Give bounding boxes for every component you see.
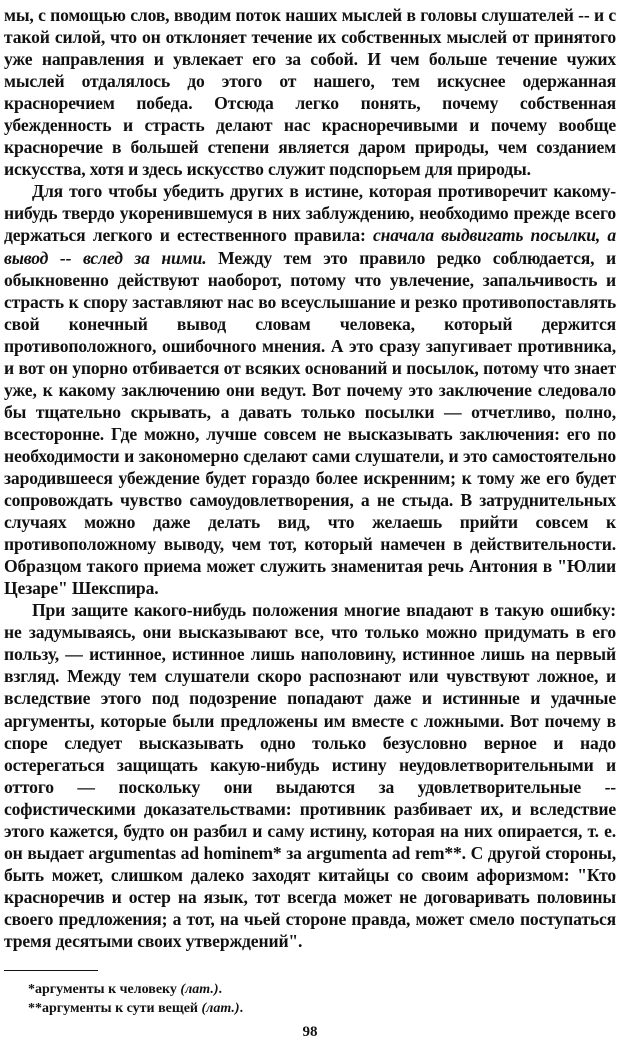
footnote xyxy=(28,980,243,999)
text-run: При защите какого-нибудь положения многие впадают в такую ошибку: не задумываясь, они высказывают все, что только можно придумать в его пользу, — истинное, истинное лишь наполовину, истинное лишь на первый взгляд. Между тем слушатели скоро распознают или чувствуют ложное, и вследствие этого под подозрение попадают даже и истинные и удачные аргументы, которые были предложены им вместе с ложными. Вот почему в споре следует высказывать одно только безусловно верное и надо остерегаться защищать какую-нибудь истину неудовлетворительными и оттого — поскольку они выдаются за удовлетворительные -- софистическими доказательствами: противник разбивает их, и вследствие этого кажется, будто он разбил и саму истину, которая на них опирается, т. е. он выдает argumentas ad hominem* за argumenta ad rem**. С другой стороны, быть может, слишком далеко заходят китайцы со своим афоризмом: "Кто красноречив и остер на язык, тот всегда может не договаривать половины своего предложения; а тот, на чьей стороне правда, может смело поступаться тремя десятыми своих утверждений". xyxy=(4,600,616,951)
body-text xyxy=(4,4,616,952)
footnote-marker: ** xyxy=(28,1001,42,1016)
paragraph xyxy=(4,180,616,599)
page-number: 98 xyxy=(302,1024,318,1040)
footnote-end: . xyxy=(218,982,222,997)
footnote xyxy=(28,999,243,1018)
footnote-text: аргументы к сути вещей xyxy=(42,1001,202,1016)
text-run: мы, с помощью слов, вводим поток наших мыслей в головы слушателей -- и с такой силой, что он отклоняет течение их собственных мыслей от принятого уже направления и увлекает его за собой. И чем больше течение чужих мыслей отдалялось до этого от нашего, тем искуснее одержанная красноречием победа. Отсюда легко понять, почему собственная убежденность и страсть делают нас красноречивыми и почему вообще красноречие в большей степени является даром природы, чем созданием искусства, хотя и здесь искусство служит подспорьем для природы. xyxy=(4,5,616,180)
text-run: Между тем это правило редко соблюдается, и обыкновенно действуют наоборот, потому что увлечение, запальчивость и страсть к спору заставляют нас во всеуслышание и резко противопоставлять свой конечный вывод словам человека, который держится противоположного, ошибочного мнения. А это сразу запугивает противника, и вот он упорно отбивается от всяких оснований и посылок, потому что знает уже, к какому заключению они ведут. Вот почему это заключение следовало бы тщательно скрывать, а давать только посылки — отчетливо, полно, всесторонне. Где можно, лучше совсем не высказывать заключения: его по необходимости и закономерно сделают сами слушатели, и это самостоятельно зародившееся убеждение будет гораздо более искренним; к тому же его будет сопровождать чувство самоудовлетворения, а не стыда. В затруднительных случаях можно даже делать вид, что желаешь прийти совсем к противоположному выводу, чем тот, который намечен в действительности. Образцом такого приема может служить знаменитая речь Антония в "Юлии Цезаре" Шекспира. xyxy=(4,247,616,599)
footnote-divider xyxy=(4,970,98,971)
footnote-language: (лат.) xyxy=(201,1001,240,1016)
paragraph xyxy=(4,599,616,952)
text-run: Для того чтобы убедить других в истине, которая противоречит какому-нибудь твердо укоренившемуся в них заблуждению, необходимо прежде всего держаться легкого и естественного правила: xyxy=(4,181,616,246)
footnote-end: . xyxy=(239,1001,244,1016)
italic-phrase: сначала выдвигать посылки, а вывод -- вслед за ними. xyxy=(4,225,617,268)
footnote-marker: * xyxy=(28,982,35,997)
footnote-text: аргументы к человеку xyxy=(35,982,181,997)
footnotes xyxy=(28,980,243,1018)
paragraph xyxy=(4,4,616,180)
footnote-language: (лат.) xyxy=(180,982,219,997)
